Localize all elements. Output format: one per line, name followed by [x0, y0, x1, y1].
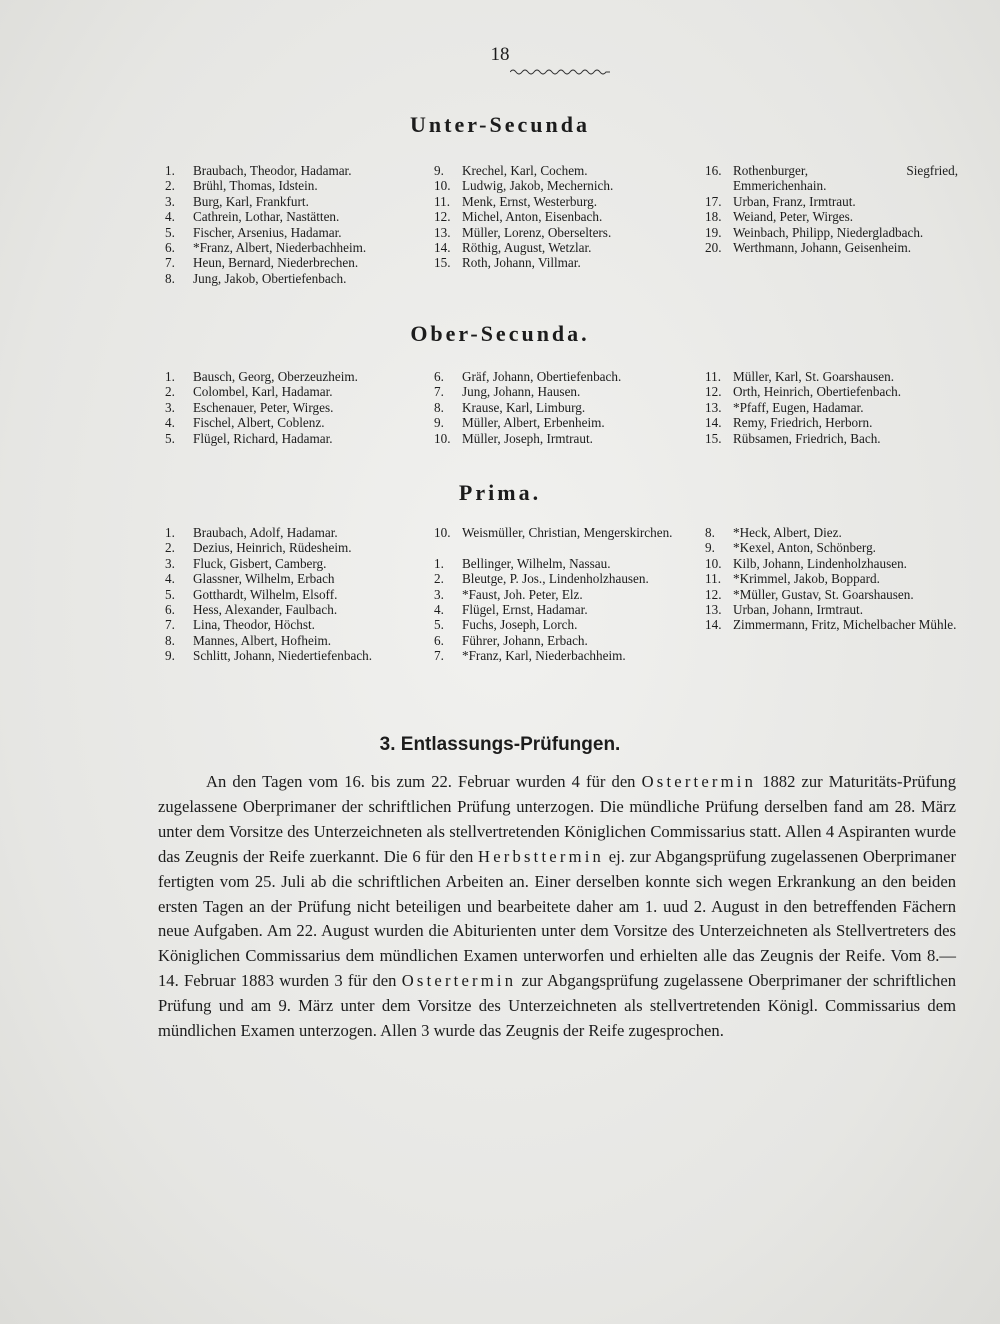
entry-number: 7. — [434, 648, 444, 664]
student-entry — [165, 209, 415, 224]
entry-number: 15. — [434, 255, 451, 271]
student-entry — [705, 540, 958, 555]
student-entry — [705, 415, 958, 430]
entry-name-place: Mannes, Albert, Hofheim. — [193, 632, 332, 648]
entry-number: 13. — [705, 399, 722, 415]
paragraph-text-part: ej. zur Abgangsprüfung zugelassenen Oberprimaner fertigten vom 25. Juli ab die schriftlichen Arbeiten an. Einer derselben konnte sich wegen Erkrankung an den beiden ersten Tagen an der Prüfung nicht beteiligen und bearbeitete daher am 1. uud 2. August in den betreffenden Fächern neue Aufgaben. Am 22. August wurden die Abiturienten unter dem Vorsitze des Unterzeichneten als Stellvertreters des Königlichen Commissarius dem mündlichen Examen unterworfen und erhielten alle das Zeugnis der Reife. Vom 8.—14. Februar 1883 wurden 3 für den — [158, 846, 957, 991]
student-entry — [434, 194, 684, 209]
student-entry — [434, 384, 689, 399]
student-entry — [705, 587, 958, 602]
student-entry — [165, 540, 417, 555]
entry-name-place: Roth, Johann, Villmar. — [462, 255, 581, 271]
entry-name-place: Müller, Joseph, Irmtraut. — [462, 430, 593, 446]
student-entry — [434, 415, 689, 430]
entry-name-place: Hess, Alexander, Faulbach. — [193, 602, 338, 618]
entry-name-place: *Kexel, Anton, Schönberg. — [733, 540, 876, 556]
student-entry — [165, 431, 415, 446]
entry-name-place: Rothenburger, Siegfried, Emmerichenhain. — [733, 163, 958, 194]
student-entry — [705, 209, 958, 224]
entry-number: 14. — [705, 617, 722, 633]
entry-name-place: Weiand, Peter, Wirges. — [733, 209, 854, 225]
student-entry — [434, 633, 688, 648]
entry-number: 10. — [434, 525, 451, 540]
entry-number: 9. — [434, 163, 444, 178]
entry-name-place: Cathrein, Lothar, Nastätten. — [193, 209, 340, 225]
entry-number: 5. — [434, 617, 444, 633]
entry-number: 1. — [165, 525, 175, 540]
spaced-term-herbsttermin: Herbsttermin — [478, 846, 605, 866]
entry-number: 16. — [705, 163, 722, 178]
entry-name-place: Glassner, Wilhelm, Erbach — [193, 571, 335, 587]
student-entry — [165, 556, 417, 571]
prima-title: Prima. — [458, 480, 542, 505]
entry-number: 11. — [434, 193, 450, 209]
student-entry — [434, 163, 684, 178]
spaced-term-ostertermin: Ostertermin — [641, 772, 757, 791]
entry-number: 15. — [705, 430, 722, 446]
student-entry — [434, 240, 684, 255]
entry-number: 12. — [434, 209, 451, 225]
student-entry — [434, 225, 684, 240]
entry-number: 5. — [165, 430, 175, 446]
entry-number: 3. — [165, 399, 175, 415]
entry-name-place: Burg, Karl, Frankfurt. — [193, 193, 309, 209]
entry-name-place: Michel, Anton, Eisenbach. — [462, 209, 603, 225]
entry-name-place: Fischer, Arsenius, Hadamar. — [193, 224, 342, 240]
student-entry — [434, 255, 684, 270]
entry-number: 5. — [165, 586, 175, 602]
student-entry — [165, 633, 417, 648]
student-entry — [705, 400, 958, 415]
entry-name-place: Gotthardt, Wilhelm, Elsoff. — [193, 586, 338, 602]
entry-name-place: Jung, Jakob, Obertiefenbach. — [193, 270, 347, 286]
entry-number: 7. — [165, 255, 175, 271]
student-entry — [165, 400, 415, 415]
student-entry — [705, 431, 958, 446]
ober-secunda-column-3 — [705, 369, 958, 446]
entry-name-place: Urban, Franz, Irmtraut. — [733, 193, 856, 209]
entry-name-place: Fluck, Gisbert, Camberg. — [193, 555, 327, 571]
ober-secunda-title: Ober-Secunda. — [410, 321, 590, 346]
entry-name-place: Bausch, Georg, Oberzeuzheim. — [193, 369, 358, 384]
entry-number: 9. — [165, 648, 175, 664]
entry-name-place: Braubach, Adolf, Hadamar. — [193, 525, 338, 540]
student-entry — [434, 431, 689, 446]
entry-number: 3. — [165, 555, 175, 571]
spaced-term-ostertermin: Ostertermin — [401, 971, 517, 991]
student-entry — [705, 571, 958, 586]
entry-name-place: Bleutge, P. Jos., Lindenholzhausen. — [462, 571, 649, 587]
student-entry — [434, 400, 689, 415]
entry-number: 2. — [165, 178, 175, 194]
entry-number: 6. — [434, 369, 444, 384]
entry-name-place: Fuchs, Joseph, Lorch. — [462, 617, 578, 633]
entry-name-place: Flügel, Ernst, Hadamar. — [462, 602, 588, 618]
entry-name-place: *Heck, Albert, Diez. — [733, 525, 842, 540]
entry-name-place: Heun, Bernard, Niederbrechen. — [193, 255, 359, 271]
unter-secunda-column-3 — [705, 163, 958, 255]
entry-name-place: Schlitt, Johann, Niedertiefenbach. — [193, 648, 373, 664]
entry-number: 20. — [705, 240, 722, 256]
entry-name-place: Weinbach, Philipp, Niedergladbach. — [733, 224, 924, 240]
entry-number: 8. — [434, 399, 444, 415]
student-entry — [165, 571, 417, 586]
entry-name-place: *Pfaff, Eugen, Hadamar. — [733, 399, 864, 415]
entry-name-place: Braubach, Theodor, Hadamar. — [193, 163, 352, 178]
paragraph-text-part: zur Abgangsprüfung zugelassene Oberprimaner der schriftlichen Prüfung und am 9. März unter dem Vorsitze des Unterzeichneten als stellvertretenden Königl. Commissarius dem mündlichen Examen unterzogen. Allen 3 wurde das Zeugnis der Reife zugesprochen. — [158, 971, 956, 1041]
entry-number: 17. — [705, 193, 722, 209]
student-entry — [434, 648, 688, 663]
prima-column-1 — [165, 525, 417, 664]
unter-secunda-title: Unter-Secunda — [410, 112, 590, 137]
student-entry — [165, 369, 415, 384]
entry-name-place: Krause, Karl, Limburg. — [462, 399, 586, 415]
entry-number: 11. — [705, 571, 721, 587]
student-entry — [165, 271, 415, 286]
entry-name-place: Flügel, Richard, Hadamar. — [193, 430, 333, 446]
entry-number: 10. — [434, 430, 451, 446]
prima-column-3 — [705, 525, 958, 633]
entry-number: 9. — [705, 540, 715, 556]
entry-name-place: *Faust, Joh. Peter, Elz. — [462, 586, 583, 602]
student-entry — [705, 369, 958, 384]
entry-number: 4. — [434, 602, 444, 618]
decorative-rule-ornament — [510, 68, 610, 76]
entry-number: 1. — [165, 369, 175, 384]
entry-number: 6. — [165, 240, 175, 256]
entry-name-place: *Müller, Gustav, St. Goarshausen. — [733, 586, 914, 602]
student-entry — [705, 194, 958, 209]
entry-number: 11. — [705, 369, 721, 384]
entry-name-place: Brühl, Thomas, Idstein. — [193, 178, 318, 194]
entry-number: 10. — [705, 555, 722, 571]
student-entry — [165, 415, 415, 430]
entry-name-place: Jung, Johann, Hausen. — [462, 384, 581, 400]
entry-number: 2. — [165, 384, 175, 400]
student-entry — [434, 617, 688, 632]
student-entry — [434, 571, 688, 586]
student-entry — [705, 225, 958, 240]
entry-name-place: Weismüller, Christian, Mengerskirchen. — [462, 525, 673, 540]
student-entry — [165, 178, 415, 193]
entry-number: 10. — [434, 178, 451, 194]
student-entry — [434, 587, 688, 602]
student-entry — [434, 369, 689, 384]
student-entry — [165, 617, 417, 632]
entry-number: 1. — [434, 555, 444, 571]
entry-name-place: *Franz, Albert, Niederbachheim. — [193, 240, 367, 256]
entry-name-place: Menk, Ernst, Westerburg. — [462, 193, 598, 209]
student-entry — [434, 525, 688, 540]
entry-number: 3. — [165, 193, 175, 209]
entry-name-place: Lina, Theodor, Höchst. — [193, 617, 315, 633]
entry-number: 6. — [165, 602, 175, 618]
entry-number: 14. — [434, 240, 451, 256]
student-entry — [165, 255, 415, 270]
entry-number: 7. — [165, 617, 175, 633]
entry-name-place: Bellinger, Wilhelm, Nassau. — [462, 555, 611, 571]
entry-name-place: Müller, Lorenz, Oberselters. — [462, 224, 612, 240]
entry-name-place: Orth, Heinrich, Obertiefenbach. — [733, 384, 902, 400]
entry-number: 6. — [434, 632, 444, 648]
student-entry — [434, 602, 688, 617]
entry-name-place: Müller, Albert, Erbenheim. — [462, 415, 605, 431]
student-entry — [165, 602, 417, 617]
entry-number: 8. — [705, 525, 715, 540]
student-entry — [705, 556, 958, 571]
entry-number: 8. — [165, 270, 175, 286]
entry-number: 3. — [434, 586, 444, 602]
student-entry — [705, 163, 958, 194]
student-entry — [165, 240, 415, 255]
student-entry — [705, 384, 958, 399]
entlassungs-pruefungen-heading: 3. Entlassungs-Prüfungen. — [379, 734, 621, 755]
entry-number: 12. — [705, 384, 722, 400]
student-entry — [705, 602, 958, 617]
entry-number: 2. — [434, 571, 444, 587]
entry-name-place: Fischel, Albert, Coblenz. — [193, 415, 325, 431]
student-entry — [165, 648, 417, 663]
unter-secunda-column-1 — [165, 163, 415, 286]
entry-number: 4. — [165, 415, 175, 431]
student-entry — [165, 384, 415, 399]
ober-secunda-column-2 — [434, 369, 689, 446]
student-entry — [434, 556, 688, 571]
ober-secunda-column-1 — [165, 369, 415, 446]
entry-name-place: Colombel, Karl, Hadamar. — [193, 384, 333, 400]
entry-number: 13. — [705, 602, 722, 618]
student-entry — [705, 525, 958, 540]
student-entry — [705, 240, 958, 255]
unter-secunda-column-2 — [434, 163, 684, 271]
entry-name-place: *Franz, Karl, Niederbachheim. — [462, 648, 626, 664]
entry-name-place: Werthmann, Johann, Geisenheim. — [733, 240, 912, 256]
entry-name-place: Müller, Karl, St. Goarshausen. — [733, 369, 894, 384]
entry-name-place: Gräf, Johann, Obertiefenbach. — [462, 369, 622, 384]
entry-name-place: Eschenauer, Peter, Wirges. — [193, 399, 334, 415]
paragraph-text-part: An den Tagen vom 16. bis zum 22. Februar wurden 4 für den — [206, 772, 636, 791]
student-entry — [165, 587, 417, 602]
entry-number: 9. — [434, 415, 444, 431]
entry-number: 19. — [705, 224, 722, 240]
entry-name-place: Krechel, Karl, Cochem. — [462, 163, 588, 178]
entry-number: 14. — [705, 415, 722, 431]
entry-number: 7. — [434, 384, 444, 400]
entry-name-place: Ludwig, Jakob, Mechernich. — [462, 178, 614, 194]
student-entry — [705, 617, 958, 632]
entry-name-place: Röthig, August, Wetzlar. — [462, 240, 592, 256]
page-number: 18 — [490, 44, 510, 65]
entry-number: 12. — [705, 586, 722, 602]
entry-number: 4. — [165, 571, 175, 587]
student-entry — [434, 209, 684, 224]
entry-number: 8. — [165, 632, 175, 648]
entry-name-place: Kilb, Johann, Lindenholzhausen. — [733, 555, 907, 571]
entry-name-place: *Krimmel, Jakob, Boppard. — [733, 571, 880, 587]
entry-number: 2. — [165, 540, 175, 556]
entry-name-place: Zimmermann, Fritz, Michelbacher Mühle. — [733, 617, 957, 633]
entry-name-place: Führer, Johann, Erbach. — [462, 632, 588, 648]
student-entry — [434, 178, 684, 193]
prima-column-2 — [434, 525, 688, 664]
student-entry — [165, 194, 415, 209]
entry-name-place: Rübsamen, Friedrich, Bach. — [733, 430, 881, 446]
entry-number: 1. — [165, 163, 175, 178]
entry-number: 5. — [165, 224, 175, 240]
entlassungs-pruefungen-paragraph — [158, 770, 956, 1044]
entry-number: 4. — [165, 209, 175, 225]
entry-number: 13. — [434, 224, 451, 240]
student-entry — [165, 525, 417, 540]
entry-number: 18. — [705, 209, 722, 225]
student-entry — [165, 225, 415, 240]
list-spacer — [434, 540, 688, 555]
student-entry — [165, 163, 415, 178]
entry-name-place: Remy, Friedrich, Herborn. — [733, 415, 873, 431]
entry-name-place: Urban, Johann, Irmtraut. — [733, 602, 864, 618]
entry-name-place: Dezius, Heinrich, Rüdesheim. — [193, 540, 352, 556]
paragraph-text-part: 1882 zur Maturitäts-Prüfung zugelassene Oberprimaner der schriftlichen Prüfung unterzogen. Die mündliche Prüfung derselben fand am 28. März unter dem Vorsitze des Unterzeichneten als stellvertretenden Königlichen Commissarius statt. Allen 4 Aspiranten wurde das Zeugnis der Reife zuerkannt. Die 6 für den — [158, 772, 957, 866]
